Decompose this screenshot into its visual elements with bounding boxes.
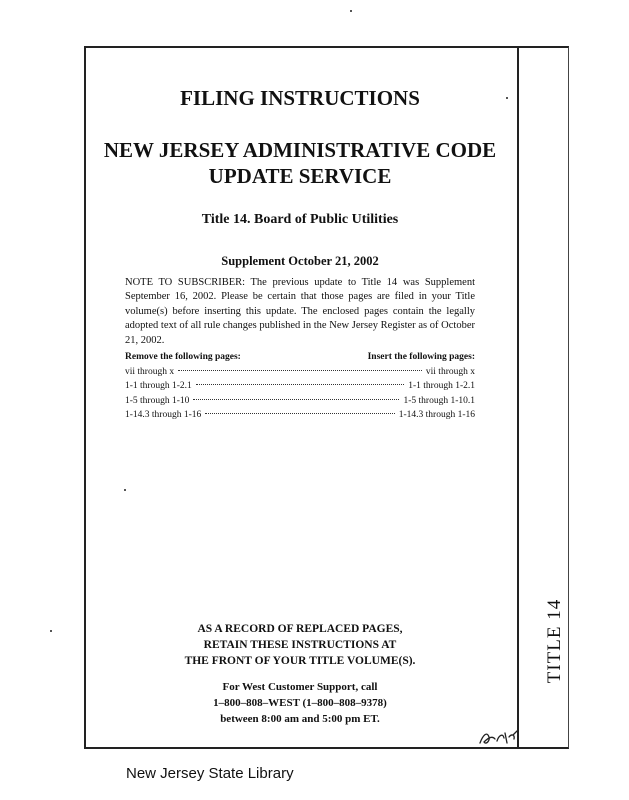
pages-table: [125, 352, 475, 423]
insert-pages: 1-1 through 1-2.1: [408, 381, 475, 392]
supplement-date: Supplement October 21, 2002: [221, 254, 379, 268]
insert-header: Insert the following pages:: [367, 352, 475, 362]
tab-divider: [517, 46, 519, 749]
remove-pages: vii through x: [125, 367, 175, 377]
remove-pages: 1-1 through 1-2.1: [125, 381, 192, 392]
table-row: [125, 408, 475, 422]
pages-table-header: [125, 352, 475, 362]
table-row: [125, 379, 475, 393]
scan-speck: [506, 97, 508, 99]
dot-leader: [205, 413, 394, 414]
scan-speck: [350, 10, 352, 12]
code-heading: [90, 137, 510, 189]
record-notice: [100, 621, 500, 669]
remove-pages: 1-5 through 1-10: [125, 395, 190, 406]
subscriber-note: NOTE TO SUBSCRIBER: The previous update to Title 14 was Supplement September 16, 2002. Please be certain that those pages are filed in your Title volume(s) before inserting this update. The enclosed pages contain the legally adopted text of all rule changes published in the New Jersey Register as of October 21, 2002.: [125, 277, 475, 346]
handwritten-initials-signature: [477, 725, 521, 749]
filing-instructions-heading: FILING INSTRUCTIONS: [180, 86, 420, 110]
record-line2: RETAIN THESE INSTRUCTIONS AT: [203, 639, 397, 651]
support-hours: between 8:00 am and 5:00 pm ET.: [220, 713, 380, 725]
insert-pages: 1-5 through 1-10.1: [403, 395, 475, 406]
code-heading-line1: NEW JERSEY ADMINISTRATIVE CODE: [103, 138, 497, 162]
support-line1: For West Customer Support, call: [222, 681, 378, 693]
insert-pages: 1-14.3 through 1-16: [398, 410, 475, 421]
title-subheading: Title 14. Board of Public Utilities: [201, 212, 399, 227]
record-line1: AS A RECORD OF REPLACED PAGES,: [197, 623, 403, 635]
code-heading-line2: UPDATE SERVICE: [208, 164, 392, 188]
customer-support: [100, 679, 500, 727]
table-row: [125, 394, 475, 408]
dot-leader: [193, 399, 399, 400]
table-row: [125, 365, 475, 379]
library-footer: New Jersey State Library: [126, 765, 294, 782]
scan-speck: [124, 489, 126, 491]
dot-leader: [196, 384, 404, 385]
dot-leader: [178, 370, 422, 371]
record-line3: THE FRONT OF YOUR TITLE VOLUME(S).: [184, 655, 416, 667]
remove-pages: 1-14.3 through 1-16: [125, 410, 202, 421]
insert-pages: vii through x: [425, 367, 475, 377]
remove-header: Remove the following pages:: [125, 352, 241, 362]
title-tab-label: TITLE 14: [544, 598, 565, 684]
support-phone: 1–800–808–WEST (1–800–808–9378): [213, 697, 387, 709]
scan-speck: [50, 630, 52, 632]
